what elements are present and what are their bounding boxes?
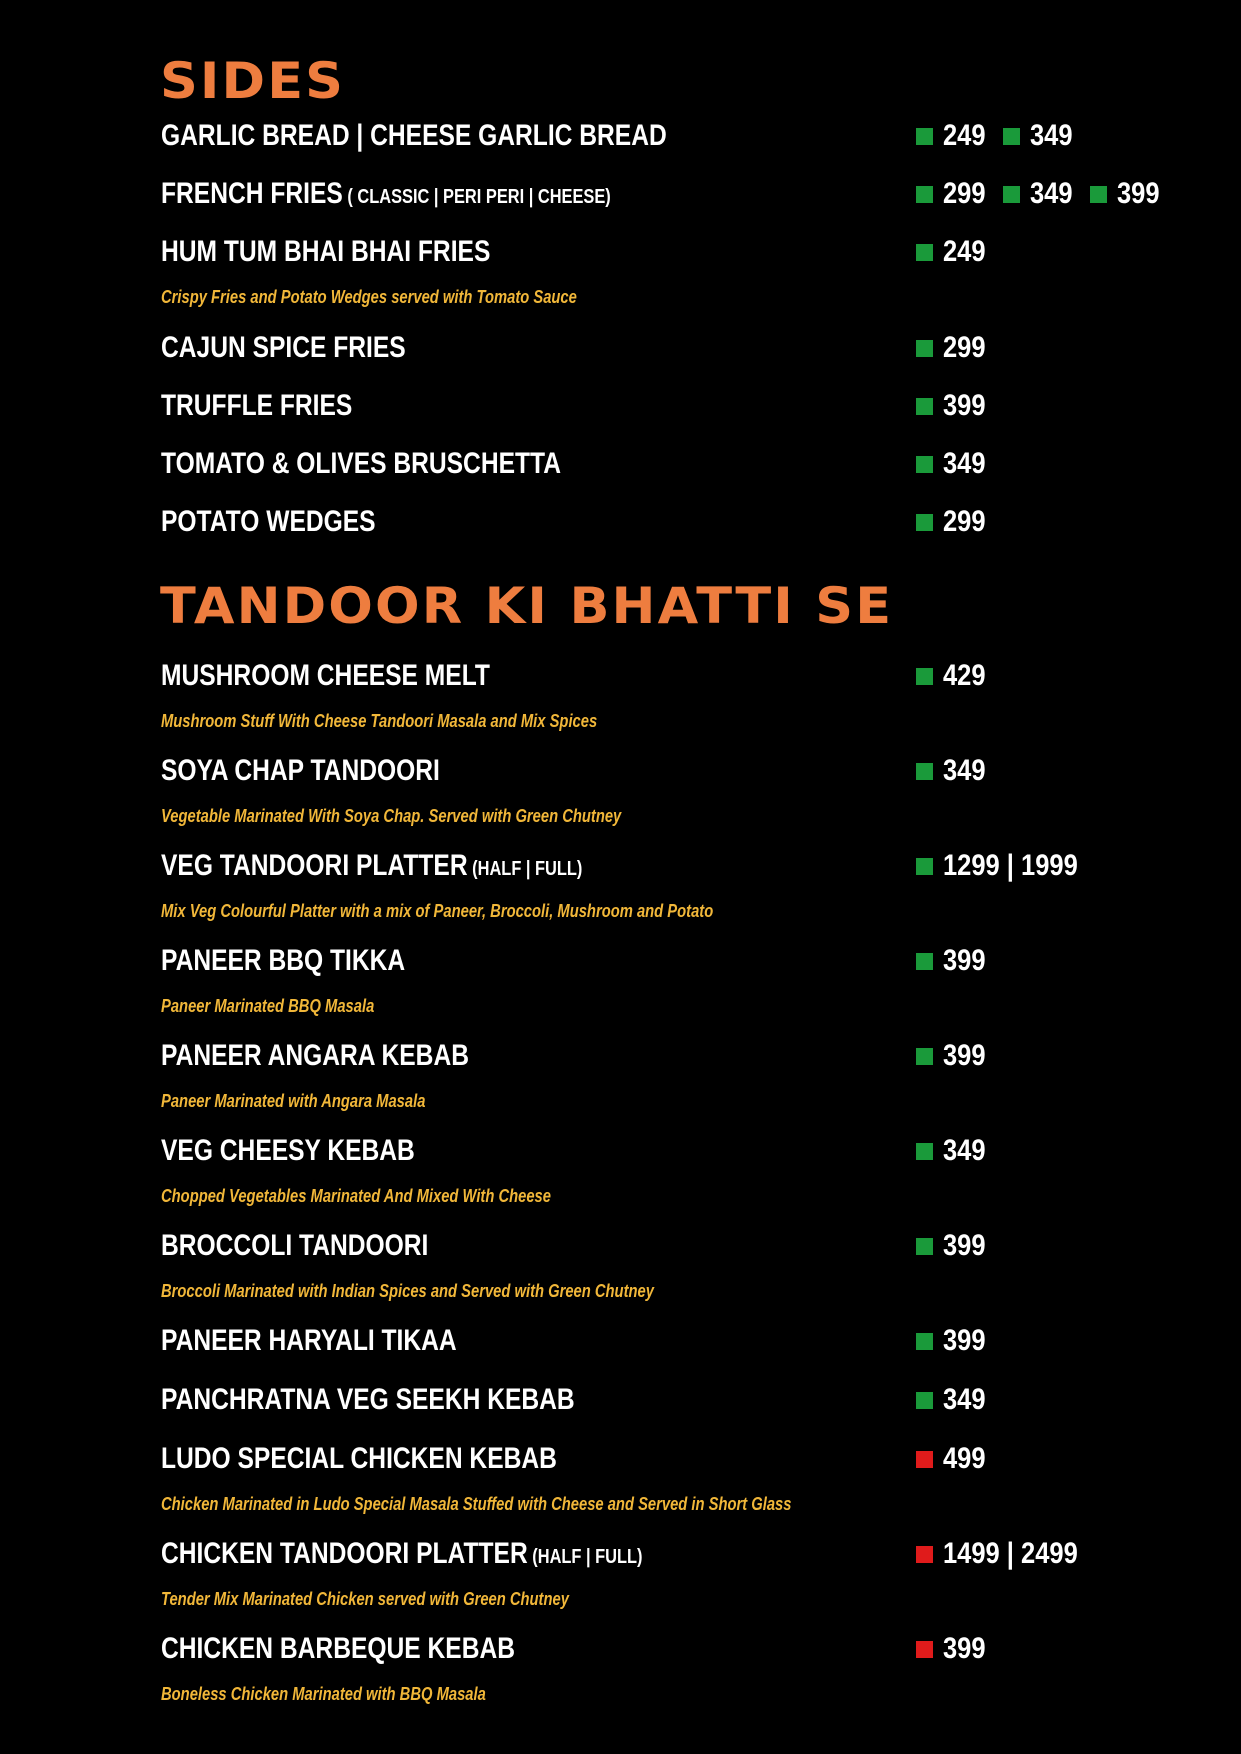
item-name-wrap — [161, 1441, 557, 1477]
menu-item — [161, 1631, 1221, 1667]
item-name: TOMATO & OLIVES BRUSCHETTA — [161, 447, 561, 480]
price-option — [916, 447, 993, 481]
price-value: 429 — [943, 659, 986, 692]
item-price — [916, 1631, 1003, 1667]
item-name-wrap — [161, 1038, 469, 1074]
item-name-wrap — [161, 658, 490, 694]
item-name: PANCHRATNA VEG SEEKH KEBAB — [161, 1383, 575, 1416]
price-value: 349 — [943, 1134, 986, 1167]
item-name-wrap — [161, 1133, 415, 1169]
item-price — [916, 848, 1112, 884]
veg-indicator-icon — [916, 668, 933, 685]
menu-item — [161, 1536, 1221, 1572]
item-portion-note: (HALF | FULL) — [527, 1546, 643, 1568]
item-price — [916, 1038, 1003, 1074]
price-value: 299 — [943, 331, 986, 364]
menu-item — [161, 504, 1221, 540]
item-name: BROCCOLI TANDOORI — [161, 1229, 429, 1262]
item-name-wrap — [161, 1323, 457, 1359]
price-option — [916, 754, 993, 788]
item-price — [916, 1382, 1003, 1418]
price-option — [1003, 177, 1080, 211]
veg-indicator-icon — [916, 340, 933, 357]
price-value: 1499 | 2499 — [943, 1537, 1078, 1570]
item-name-wrap — [161, 943, 405, 979]
veg-indicator-icon — [916, 1048, 933, 1065]
veg-indicator-icon — [916, 186, 933, 203]
nonveg-indicator-icon — [916, 1451, 933, 1468]
item-name: PANEER BBQ TIKKA — [161, 944, 406, 977]
item-name: FRENCH FRIES — [161, 177, 343, 210]
menu-item — [161, 1323, 1221, 1359]
menu-item — [161, 658, 1221, 694]
menu-item — [161, 943, 1221, 979]
item-price — [916, 1323, 1003, 1359]
price-option — [916, 1229, 993, 1263]
item-price — [916, 1228, 1003, 1264]
menu-item — [161, 176, 1221, 212]
price-value: 399 — [943, 1324, 986, 1357]
price-value: 349 — [943, 447, 986, 480]
price-value: 399 — [943, 1039, 986, 1072]
veg-indicator-icon — [916, 1392, 933, 1409]
item-description: Chicken Marinated in Ludo Special Masala Stuffed with Cheese and Served in Short Glass — [161, 1494, 792, 1514]
item-name-wrap — [161, 848, 582, 887]
item-name: PANEER ANGARA KEBAB — [161, 1039, 469, 1072]
price-value: 299 — [943, 177, 986, 210]
price-option — [916, 119, 993, 153]
item-price — [916, 753, 1003, 789]
price-option — [916, 1383, 993, 1417]
item-description: Tender Mix Marinated Chicken served with Green Chutney — [161, 1589, 569, 1609]
menu-item — [161, 753, 1221, 789]
veg-indicator-icon — [916, 1333, 933, 1350]
menu-item — [161, 118, 1221, 154]
menu-item — [161, 1228, 1221, 1264]
price-value: 399 — [943, 944, 986, 977]
menu-item — [161, 1038, 1221, 1074]
price-value: 399 — [943, 1229, 986, 1262]
item-price — [916, 388, 1003, 424]
item-description: Broccoli Marinated with Indian Spices and Served with Green Chutney — [161, 1281, 654, 1301]
item-name-wrap — [161, 176, 611, 215]
item-name-wrap — [161, 388, 352, 424]
item-name: PANEER HARYALI TIKAA — [161, 1324, 457, 1357]
item-description: Crispy Fries and Potato Wedges served with Tomato Sauce — [161, 287, 577, 307]
item-description: Paneer Marinated with Angara Masala — [161, 1091, 426, 1111]
price-option — [916, 331, 993, 365]
veg-indicator-icon — [916, 953, 933, 970]
item-name-wrap — [161, 504, 376, 540]
item-name: CAJUN SPICE FRIES — [161, 331, 406, 364]
item-name-wrap — [161, 753, 440, 789]
price-value: 399 — [1117, 177, 1160, 210]
veg-indicator-icon — [916, 1238, 933, 1255]
item-description: Vegetable Marinated With Soya Chap. Served with Green Chutney — [161, 806, 622, 826]
item-price — [916, 504, 1003, 540]
menu-item — [161, 234, 1221, 270]
veg-indicator-icon — [916, 128, 933, 145]
item-price — [916, 1536, 1112, 1572]
item-price — [916, 176, 1177, 212]
item-description: Mushroom Stuff With Cheese Tandoori Masala and Mix Spices — [161, 711, 598, 731]
veg-indicator-icon — [916, 858, 933, 875]
price-value: 399 — [943, 389, 986, 422]
section-title: TANDOOR KI BHATTI SE — [160, 577, 894, 635]
item-name-wrap — [161, 234, 490, 270]
item-name: TRUFFLE FRIES — [161, 389, 353, 422]
item-name: VEG CHEESY KEBAB — [161, 1134, 415, 1167]
price-option — [916, 659, 993, 693]
item-name: HUM TUM BHAI BHAI FRIES — [161, 235, 491, 268]
item-description: Mix Veg Colourful Platter with a mix of Paneer, Broccoli, Mushroom and Potato — [161, 901, 714, 921]
veg-indicator-icon — [916, 398, 933, 415]
price-option — [916, 505, 993, 539]
item-name-wrap — [161, 446, 561, 482]
item-price — [916, 658, 1003, 694]
menu-item — [161, 330, 1221, 366]
veg-indicator-icon — [1090, 186, 1107, 203]
price-option — [916, 389, 993, 423]
menu-item — [161, 848, 1221, 884]
price-value: 349 — [1030, 119, 1073, 152]
item-name: CHICKEN TANDOORI PLATTER — [161, 1537, 528, 1570]
item-name-wrap — [161, 118, 667, 154]
veg-indicator-icon — [1003, 128, 1020, 145]
item-price — [916, 234, 1003, 270]
item-description: Boneless Chicken Marinated with BBQ Masala — [161, 1684, 486, 1704]
price-value: 349 — [1030, 177, 1073, 210]
price-value: 249 — [943, 119, 986, 152]
price-option — [916, 177, 993, 211]
item-name-wrap — [161, 330, 406, 366]
item-portion-note: ( CLASSIC | PERI PERI | CHEESE) — [342, 186, 611, 208]
price-option — [916, 849, 1102, 883]
price-value: 299 — [943, 505, 986, 538]
item-price — [916, 118, 1090, 154]
veg-indicator-icon — [916, 456, 933, 473]
section-title: SIDES — [160, 52, 346, 110]
price-value: 399 — [943, 1632, 986, 1665]
item-name: VEG TANDOORI PLATTER — [161, 849, 468, 882]
item-name-wrap — [161, 1536, 643, 1575]
price-option — [916, 1632, 993, 1666]
veg-indicator-icon — [916, 763, 933, 780]
item-price — [916, 1441, 1003, 1477]
nonveg-indicator-icon — [916, 1641, 933, 1658]
price-option — [1090, 177, 1167, 211]
veg-indicator-icon — [916, 514, 933, 531]
price-option — [1003, 119, 1080, 153]
item-portion-note: (HALF | FULL) — [467, 858, 583, 880]
item-price — [916, 446, 1003, 482]
item-name: CHICKEN BARBEQUE KEBAB — [161, 1632, 515, 1665]
price-value: 349 — [943, 754, 986, 787]
price-option — [916, 1442, 993, 1476]
menu-item — [161, 1382, 1221, 1418]
veg-indicator-icon — [916, 1143, 933, 1160]
item-name: POTATO WEDGES — [161, 505, 376, 538]
item-description: Chopped Vegetables Marinated And Mixed With Cheese — [161, 1186, 551, 1206]
price-option — [916, 235, 993, 269]
item-name: MUSHROOM CHEESE MELT — [161, 659, 490, 692]
item-name: GARLIC BREAD | CHEESE GARLIC BREAD — [161, 119, 667, 152]
item-name-wrap — [161, 1382, 575, 1418]
price-value: 349 — [943, 1383, 986, 1416]
price-option — [916, 1134, 993, 1168]
item-name: LUDO SPECIAL CHICKEN KEBAB — [161, 1442, 557, 1475]
menu-item — [161, 446, 1221, 482]
price-option — [916, 1039, 993, 1073]
price-value: 499 — [943, 1442, 986, 1475]
price-option — [916, 1537, 1102, 1571]
item-price — [916, 1133, 1003, 1169]
item-name-wrap — [161, 1228, 428, 1264]
price-option — [916, 944, 993, 978]
item-name: SOYA CHAP TANDOORI — [161, 754, 440, 787]
menu-item — [161, 388, 1221, 424]
veg-indicator-icon — [1003, 186, 1020, 203]
price-value: 249 — [943, 235, 986, 268]
nonveg-indicator-icon — [916, 1546, 933, 1563]
item-price — [916, 330, 1003, 366]
price-value: 1299 | 1999 — [943, 849, 1078, 882]
menu-item — [161, 1133, 1221, 1169]
price-option — [916, 1324, 993, 1358]
item-name-wrap — [161, 1631, 515, 1667]
veg-indicator-icon — [916, 244, 933, 261]
item-description: Paneer Marinated BBQ Masala — [161, 996, 375, 1016]
menu-item — [161, 1441, 1221, 1477]
item-price — [916, 943, 1003, 979]
